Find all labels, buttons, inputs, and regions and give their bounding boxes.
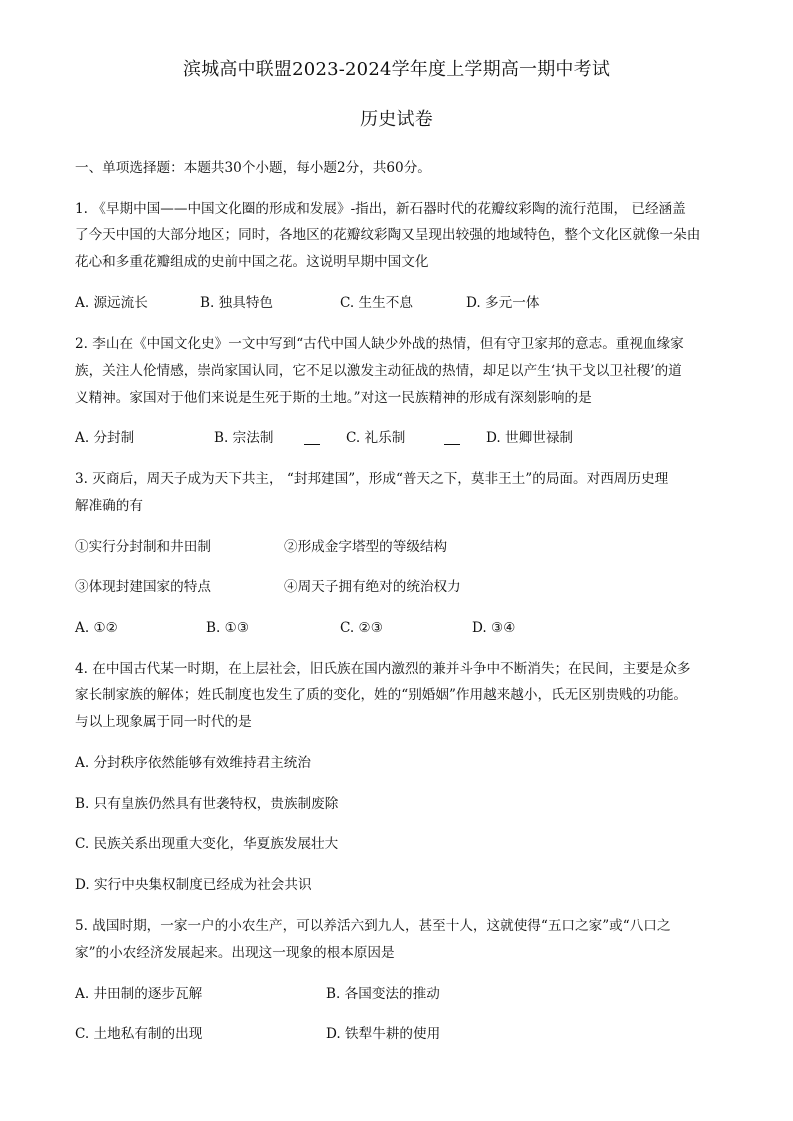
q1-option-a: A. 源远流长 [75,295,148,311]
q2-option-b: B. 宗法制 [214,430,274,446]
q1-option-b: B. 独具特色 [200,295,274,311]
q1-line: 花心和多重花瓣组成的史前中国之花。这说明早期中国文化 [75,254,429,270]
q2-option-c: C. 礼乐制 [346,430,406,446]
q3-option-d: D. ③④ [472,620,516,636]
q2-option-d: D. 世卿世禄制 [486,430,574,446]
q5-line: 5. 战国时期，一家一户的小农生产，可以养活六到九人，甚至十人，这就使得“五口之家”或“八口之 [75,918,671,934]
q1-option-c: C. 生生不息 [340,295,413,311]
q4-option-b: B. 只有皇族仍然具有世袭特权，贵族制废除 [75,796,339,812]
q4-option-d: D. 实行中央集权制度已经成为社会共识 [75,877,312,893]
q5-option-a: A. 井田制的逐步瓦解 [75,986,203,1002]
q3-item-1: ①实行分封制和井田制 [75,539,211,555]
q1-line: 1. 《早期中国——中国文化圈的形成和发展》-指出，新石器时代的花瓣纹彩陶的流行范围， 已经涵盖 [75,201,686,217]
q5-option-d: D. 铁犁牛耕的使用 [326,1026,441,1042]
q5-option-b: B. 各国变法的推动 [326,986,440,1002]
q3-line: 解准确的有 [75,498,143,514]
answer-blank [304,444,320,445]
q2-line: 2. 李山在《中国文化史》一文中写到“古代中国人缺少外战的热情，但有守卫家邦的意志。重视血缘家 [75,336,684,352]
q3-item-4: ④周天子拥有绝对的统治权力 [284,579,461,595]
q5-option-c: C. 土地私有制的出现 [75,1026,203,1042]
q4-option-a: A. 分封秩序依然能够有效维持君主统治 [75,755,311,771]
q2-line: 义精神。家国对于他们来说是生死于斯的土地。”对这一民族精神的形成有深刻影响的是 [75,390,592,406]
q4-line: 4. 在中国古代某一时期，在上层社会，旧氏族在国内激烈的兼并斗争中不断消失；在民间，主要是众多 [75,661,691,677]
exam-subtitle: 历史试卷 [360,109,433,130]
q3-option-c: C. ②③ [340,620,383,636]
q4-option-c: C. 民族关系出现重大变化，华夏族发展壮大 [75,836,339,852]
q3-item-3: ③体现封建国家的特点 [75,579,211,595]
q5-line: 家”的小农经济发展起来。出现这一现象的根本原因是 [75,945,395,961]
q4-line: 与以上现象属于同一时代的是 [75,714,252,730]
q3-item-2: ②形成金字塔型的等级结构 [284,539,448,555]
exam-title: 滨城高中联盟2023-2024学年度上学期高一期中考试 [182,59,611,80]
q4-line: 家长制家族的解体；姓氏制度也发生了质的变化，姓的“别婚姻”作用越来越小，氏无区别贵贱的功能。 [75,687,688,703]
section-heading: 一、单项选择题：本题共30个小题，每小题2分，共60分。 [75,160,431,176]
q3-option-a: A. ①② [75,620,118,636]
q1-line: 了今天中国的大部分地区；同时，各地区的花瓣纹彩陶又呈现出较强的地域特色，整个文化区就像一朵由 [75,227,701,243]
answer-blank [444,444,460,445]
q2-option-a: A. 分封制 [75,430,135,446]
q3-option-b: B. ①③ [206,620,250,636]
q2-line: 族，关注人伦情感，崇尚家国认同，它不足以激发主动征战的热情，却足以产生‘执干戈以卫社稷’的道 [75,363,682,379]
q3-line: 3. 灭商后，周天子成为天下共主， “封邦建国”，形成“普天之下，莫非王土”的局面。对西周历史理 [75,471,669,487]
q1-option-d: D. 多元一体 [466,295,540,311]
